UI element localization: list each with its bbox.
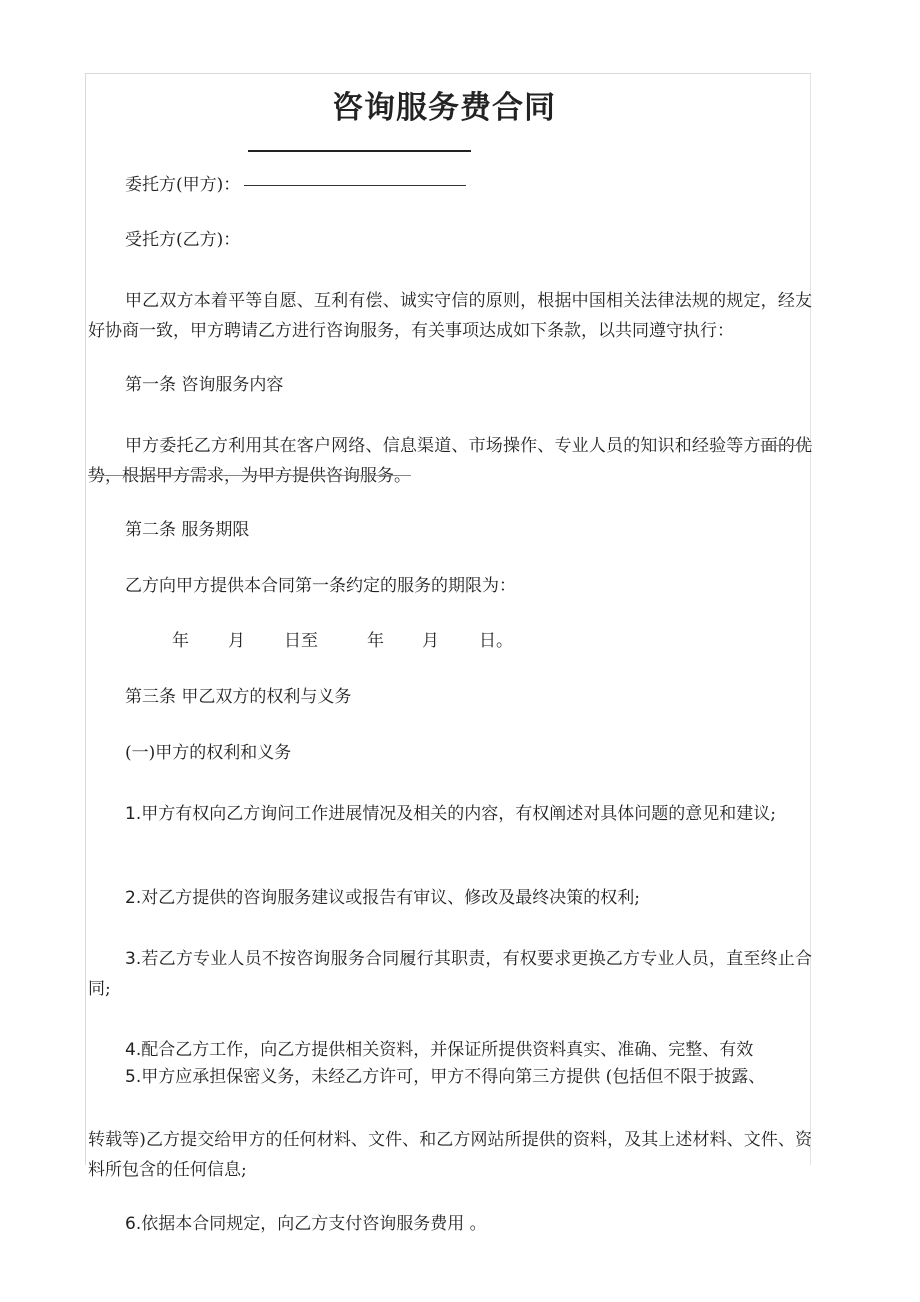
- article3-subheading: (一)甲方的权利和义务: [125, 743, 292, 763]
- preamble: 甲乙双方本着平等自愿、互利有偿、诚实守信的原则，根据中国相关法律法规的规定，经友好协商一致，甲方聘请乙方进行咨询服务，有关事项达成如下条款，以共同遵守执行：: [88, 291, 812, 341]
- contract-title: 咨询服务费合同: [332, 90, 556, 126]
- article3-item5-rest: 转载等)乙方提交给甲方的任何材料、文件、和乙方网站所提供的资料，及其上述材料、文件、资料所包含的任何信息;: [88, 1130, 812, 1180]
- article3-item1: [88, 799, 812, 829]
- item6-text: 依据本合同规定，向乙方支付咨询服务费用 。: [141, 1214, 487, 1234]
- article3-heading: 第三条 甲乙双方的权利与义务: [125, 687, 352, 707]
- date-month-end: 月: [422, 631, 439, 651]
- date-year-start: 年: [172, 631, 189, 651]
- title-underline: [248, 150, 471, 152]
- item1-number: 1.: [125, 804, 142, 824]
- date-day-start: 日至: [284, 631, 318, 651]
- article1-body-tail: 面的优势，根据甲方需求，为甲方提供咨询服务。: [88, 436, 812, 486]
- article3-item2: [88, 883, 812, 913]
- article3-item5-line1: [125, 1062, 765, 1092]
- item4-text: 配合乙方工作，向乙方提供相关资料，并保证所提供资料真实、准确、完整、有效: [141, 1040, 754, 1060]
- item5-text-line1: 甲方应承担保密义务，未经乙方许可，甲方不得向第三方提供 (包括但不限于披露、: [141, 1067, 766, 1087]
- date-day-end: 日。: [479, 631, 513, 651]
- contractor-label: 受托方(乙方)：: [125, 230, 241, 250]
- client-label: 委托方(甲方)：: [125, 175, 241, 195]
- item3-number: 3.: [125, 949, 142, 969]
- article1-heading: 第一条 咨询服务内容: [125, 375, 284, 395]
- item1-text: 甲方有权向乙方询问工作进展情况及相关的内容，有权阐述对具体问题的意见和建议;: [141, 804, 776, 824]
- article1-body: [88, 431, 812, 491]
- article2-heading: 第二条 服务期限: [125, 520, 250, 540]
- client-line: [125, 170, 466, 200]
- date-month-start: 月: [228, 631, 245, 651]
- article3-item3: [88, 944, 812, 1004]
- article3-item6: [125, 1209, 487, 1239]
- item2-text: 对乙方提供的咨询服务建议或报告有审议、修改及最终决策的权利;: [141, 888, 640, 908]
- item2-number: 2.: [125, 888, 142, 908]
- date-year-end: 年: [367, 631, 384, 651]
- item6-number: 6.: [125, 1214, 142, 1234]
- article2-body: 乙方向甲方提供本合同第一条约定的服务的期限为：: [125, 576, 516, 596]
- article1-body-main: 甲方委托乙方利用其在客户网络、信息渠道、市场操作、专业人员的知识和经验等方: [125, 436, 761, 456]
- item5-number: 5.: [125, 1067, 142, 1087]
- item3-text: 若乙方专业人员不按咨询服务合同履行其职责，有权要求更换乙方专业人员，直至终止合同;: [88, 949, 812, 999]
- client-blank: [244, 185, 466, 186]
- item4-number: 4.: [125, 1040, 142, 1060]
- article3-item4: [125, 1035, 753, 1065]
